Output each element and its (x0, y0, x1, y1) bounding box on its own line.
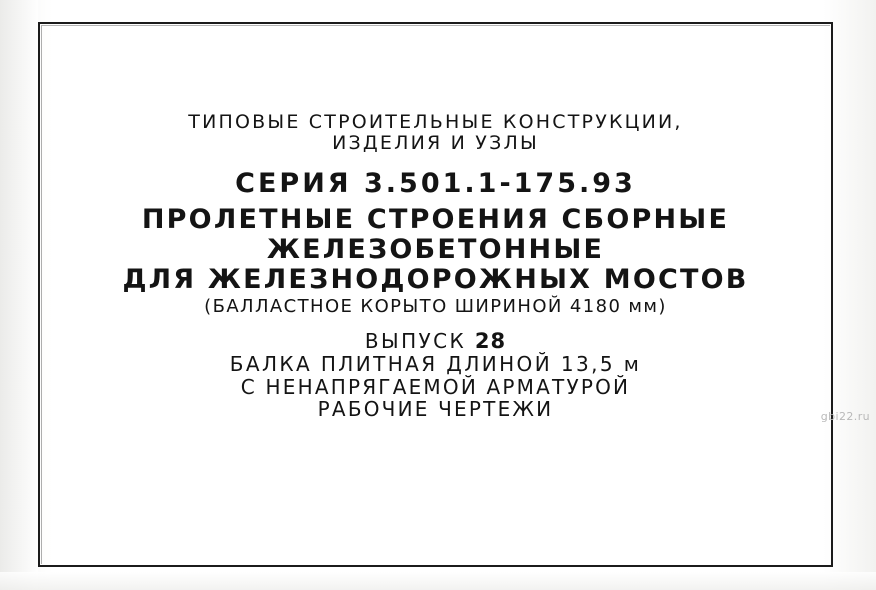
issue-label: ВЫПУСК (364, 328, 467, 353)
series-designation: СЕРИЯ 3.501.1-175.93 (235, 167, 636, 199)
sub-line-3: РАБОЧИЕ ЧЕРТЕЖИ (317, 396, 554, 421)
issue-line (38, 330, 833, 354)
issue-number: 28 (474, 328, 507, 353)
parenthetical-note: (БАЛЛАСТНОЕ КОРЫТО ШИРИНОЙ 4180 мм) (204, 296, 667, 318)
watermark-text: gbi22.ru (820, 410, 870, 423)
scan-edge-left (0, 0, 38, 590)
title-block-text (38, 112, 833, 420)
title-line-3: ДЛЯ ЖЕЛЕЗНОДОРОЖНЫХ МОСТОВ (122, 264, 749, 296)
scan-edge-bottom (0, 572, 876, 590)
sub-line-1: БАЛКА ПЛИТНАЯ ДЛИНОЙ 13,5 м (229, 352, 642, 377)
title-line-2: ЖЕЛЕЗОБЕТОННЫЕ (266, 234, 605, 265)
sub-line-2: С НЕНАПРЯГАЕМОЙ АРМАТУРОЙ (240, 374, 631, 399)
header-line-1: ТИПОВЫЕ СТРОИТЕЛЬНЫЕ КОНСТРУКЦИИ, (188, 111, 683, 133)
title-line-1: ПРОЛЕТНЫЕ СТРОЕНИЯ СБОРНЫЕ (141, 203, 730, 235)
header-line-2: ИЗДЕЛИЯ И УЗЛЫ (332, 132, 539, 155)
